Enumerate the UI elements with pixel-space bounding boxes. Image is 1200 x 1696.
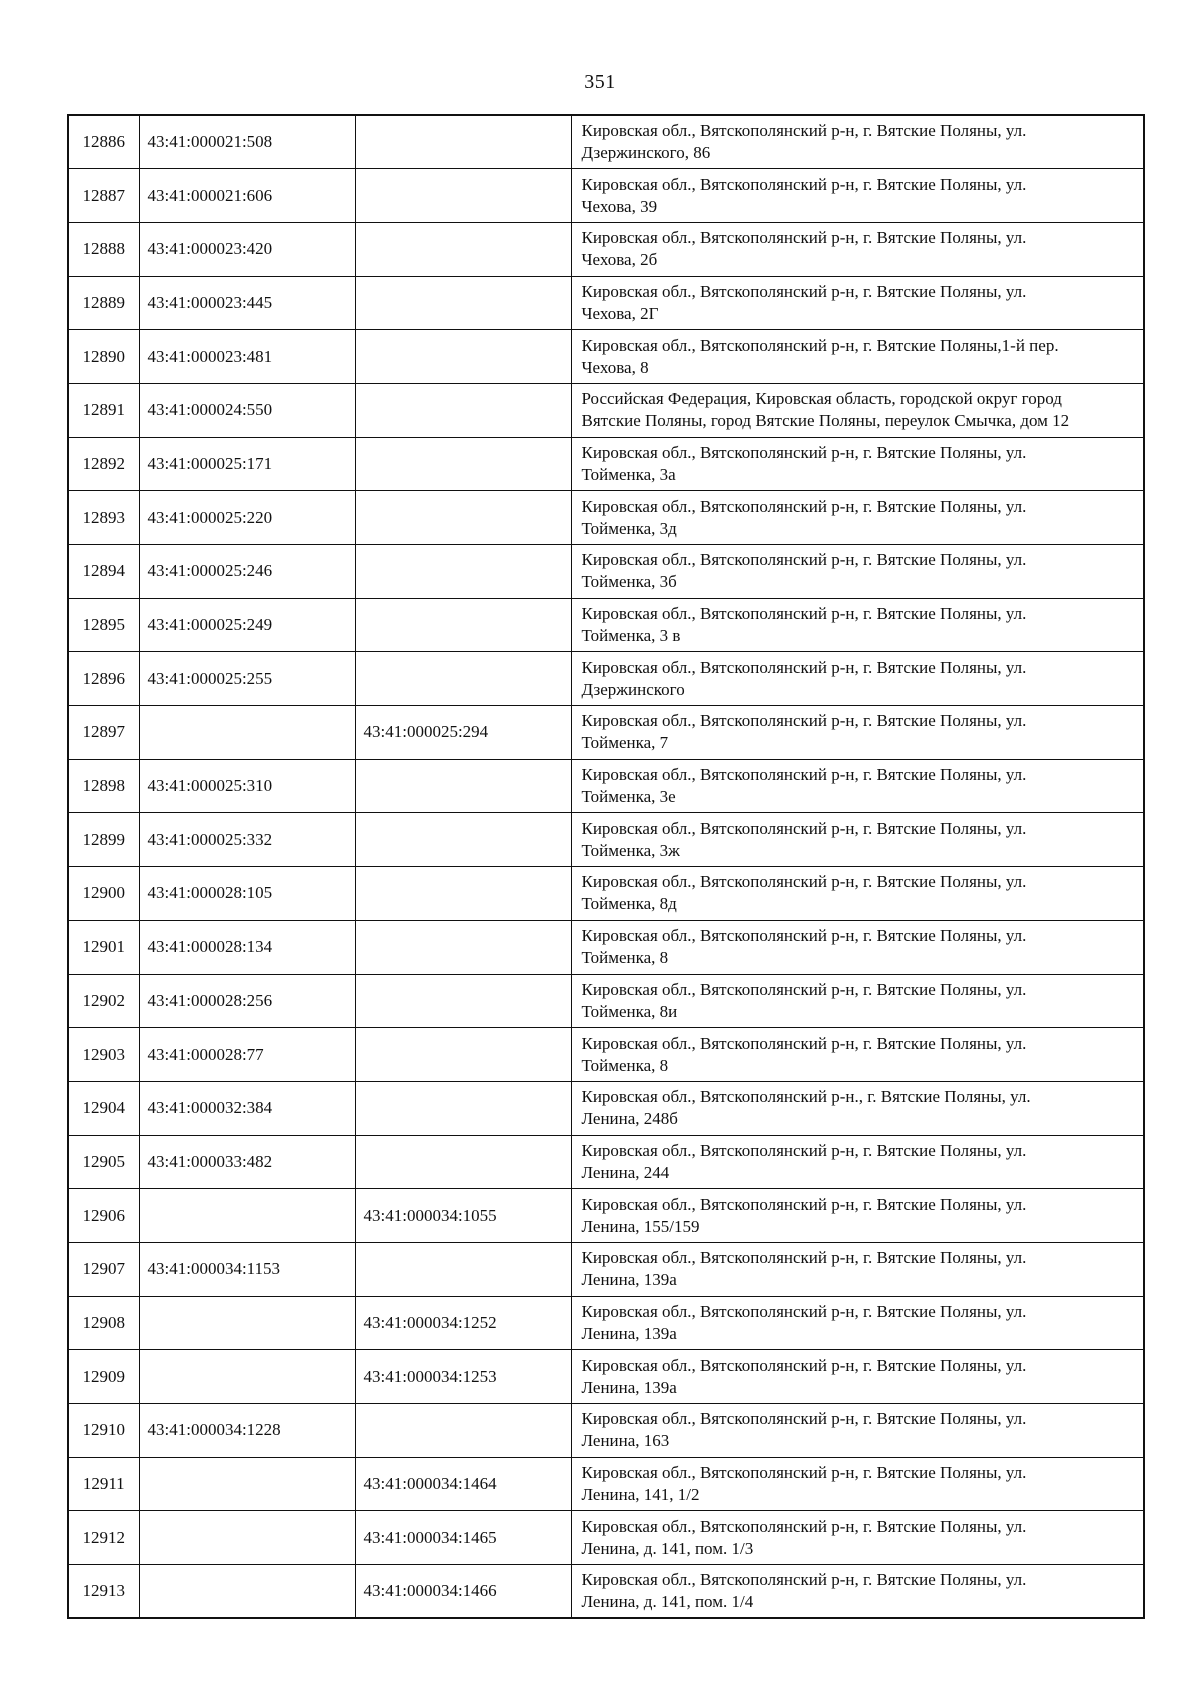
cadastral-number-cell <box>139 1296 355 1350</box>
row-number-cell: 12904 <box>68 1081 139 1135</box>
cadastral-number-cell <box>139 1189 355 1243</box>
address-cell: Кировская обл., Вятскополянский р-н, г. Вятские Поляны, ул. Тойменка, 8 <box>571 1028 1144 1082</box>
row-number-cell: 12888 <box>68 222 139 276</box>
cadastral-number-alt-cell: 43:41:000034:1055 <box>355 1189 571 1243</box>
address-cell: Кировская обл., Вятскополянский р-н, г. Вятские Поляны, ул. Чехова, 39 <box>571 169 1144 223</box>
row-number-cell: 12903 <box>68 1028 139 1082</box>
cadastral-number-cell <box>139 1350 355 1404</box>
cadastral-number-alt-cell: 43:41:000034:1464 <box>355 1457 571 1511</box>
row-number-cell: 12898 <box>68 759 139 813</box>
cadastral-number-cell: 43:41:000034:1228 <box>139 1404 355 1458</box>
cadastral-number-cell: 43:41:000025:255 <box>139 652 355 706</box>
page-number: 351 <box>584 71 616 93</box>
address-cell: Кировская обл., Вятскополянский р-н, г. Вятские Поляны, ул. Ленина, 139а <box>571 1242 1144 1296</box>
cadastral-number-cell: 43:41:000025:220 <box>139 491 355 545</box>
cadastral-number-alt-cell <box>355 276 571 330</box>
cadastral-number-alt-cell <box>355 920 571 974</box>
address-cell: Кировская обл., Вятскополянский р-н, г. Вятские Поляны, ул. Тойменка, 8 <box>571 920 1144 974</box>
table-row <box>68 1081 1144 1135</box>
table-row <box>68 276 1144 330</box>
registry-table-body <box>68 115 1144 1618</box>
row-number-cell: 12897 <box>68 706 139 760</box>
table-row <box>68 1135 1144 1189</box>
cadastral-number-alt-cell <box>355 115 571 169</box>
cadastral-number-cell: 43:41:000025:249 <box>139 598 355 652</box>
address-cell: Кировская обл., Вятскополянский р-н, г. Вятские Поляны, ул. Тойменка, 3ж <box>571 813 1144 867</box>
cadastral-number-alt-cell <box>355 383 571 437</box>
cadastral-number-alt-cell <box>355 1028 571 1082</box>
address-cell: Кировская обл., Вятскополянский р-н, г. Вятские Поляны, ул. Чехова, 2Г <box>571 276 1144 330</box>
address-cell: Кировская обл., Вятскополянский р-н, г. Вятские Поляны, ул. Тойменка, 8и <box>571 974 1144 1028</box>
cadastral-number-cell: 43:41:000025:310 <box>139 759 355 813</box>
cadastral-number-cell: 43:41:000028:77 <box>139 1028 355 1082</box>
row-number-cell: 12886 <box>68 115 139 169</box>
table-row <box>68 974 1144 1028</box>
table-row <box>68 1296 1144 1350</box>
cadastral-number-cell: 43:41:000033:482 <box>139 1135 355 1189</box>
cadastral-number-cell <box>139 1565 355 1619</box>
cadastral-number-alt-cell <box>355 598 571 652</box>
cadastral-number-alt-cell <box>355 813 571 867</box>
cadastral-number-alt-cell <box>355 867 571 921</box>
address-cell: Кировская обл., Вятскополянский р-н, г. Вятские Поляны, ул. Тойменка, 7 <box>571 706 1144 760</box>
cadastral-number-alt-cell <box>355 1081 571 1135</box>
row-number-cell: 12893 <box>68 491 139 545</box>
address-cell: Кировская обл., Вятскополянский р-н, г. Вятские Поляны, ул. Ленина, д. 141, пом. 1/3 <box>571 1511 1144 1565</box>
address-cell: Кировская обл., Вятскополянский р-н, г. Вятские Поляны, ул. Тойменка, 3б <box>571 545 1144 599</box>
row-number-cell: 12901 <box>68 920 139 974</box>
cadastral-number-alt-cell <box>355 491 571 545</box>
address-cell: Кировская обл., Вятскополянский р-н, г. Вятские Поляны, ул. Ленина, 139а <box>571 1350 1144 1404</box>
address-cell: Кировская обл., Вятскополянский р-н, г. Вятские Поляны, ул. Ленина, 163 <box>571 1404 1144 1458</box>
row-number-cell: 12895 <box>68 598 139 652</box>
row-number-cell: 12902 <box>68 974 139 1028</box>
table-row <box>68 330 1144 384</box>
cadastral-number-alt-cell <box>355 1404 571 1458</box>
cadastral-number-alt-cell: 43:41:000034:1253 <box>355 1350 571 1404</box>
row-number-cell: 12907 <box>68 1242 139 1296</box>
row-number-cell: 12910 <box>68 1404 139 1458</box>
row-number-cell: 12911 <box>68 1457 139 1511</box>
row-number-cell: 12892 <box>68 437 139 491</box>
cadastral-number-cell: 43:41:000032:384 <box>139 1081 355 1135</box>
table-row <box>68 867 1144 921</box>
address-cell: Кировская обл., Вятскополянский р-н, г. Вятские Поляны,1-й пер. Чехова, 8 <box>571 330 1144 384</box>
table-row <box>68 437 1144 491</box>
address-cell: Кировская обл., Вятскополянский р-н, г. Вятские Поляны, ул. Ленина, 155/159 <box>571 1189 1144 1243</box>
cadastral-number-alt-cell <box>355 1135 571 1189</box>
address-cell: Кировская обл., Вятскополянский р-н, г. Вятские Поляны, ул. Дзержинского, 86 <box>571 115 1144 169</box>
address-cell: Кировская обл., Вятскополянский р-н, г. Вятские Поляны, ул. Ленина, 141, 1/2 <box>571 1457 1144 1511</box>
table-row <box>68 222 1144 276</box>
address-cell: Кировская обл., Вятскополянский р-н, г. Вятские Поляны, ул. Тойменка, 8д <box>571 867 1144 921</box>
address-cell: Кировская обл., Вятскополянский р-н, г. Вятские Поляны, ул. Ленина, 244 <box>571 1135 1144 1189</box>
cadastral-number-cell: 43:41:000025:246 <box>139 545 355 599</box>
table-row <box>68 169 1144 223</box>
table-row <box>68 598 1144 652</box>
row-number-cell: 12909 <box>68 1350 139 1404</box>
cadastral-number-cell: 43:41:000023:420 <box>139 222 355 276</box>
row-number-cell: 12887 <box>68 169 139 223</box>
table-row <box>68 1028 1144 1082</box>
address-cell: Кировская обл., Вятскополянский р-н, г. Вятские Поляны, ул. Тойменка, 3а <box>571 437 1144 491</box>
table-row <box>68 1189 1144 1243</box>
row-number-cell: 12889 <box>68 276 139 330</box>
table-row <box>68 706 1144 760</box>
cadastral-number-alt-cell <box>355 974 571 1028</box>
row-number-cell: 12913 <box>68 1565 139 1619</box>
cadastral-number-alt-cell: 43:41:000025:294 <box>355 706 571 760</box>
table-row <box>68 1242 1144 1296</box>
cadastral-number-alt-cell: 43:41:000034:1252 <box>355 1296 571 1350</box>
row-number-cell: 12891 <box>68 383 139 437</box>
row-number-cell: 12900 <box>68 867 139 921</box>
table-row <box>68 383 1144 437</box>
cadastral-number-cell: 43:41:000028:105 <box>139 867 355 921</box>
table-row <box>68 1404 1144 1458</box>
cadastral-number-alt-cell <box>355 330 571 384</box>
address-cell: Кировская обл., Вятскополянский р-н, г. Вятские Поляны, ул. Чехова, 2б <box>571 222 1144 276</box>
table-row <box>68 652 1144 706</box>
cadastral-number-alt-cell <box>355 222 571 276</box>
cadastral-number-cell: 43:41:000021:606 <box>139 169 355 223</box>
address-cell: Российская Федерация, Кировская область, городской округ город Вятские Поляны, город Вятские Поляны, переулок Смычка, дом 12 <box>571 383 1144 437</box>
cadastral-number-alt-cell <box>355 169 571 223</box>
table-row <box>68 1511 1144 1565</box>
table-row <box>68 813 1144 867</box>
cadastral-number-cell: 43:41:000025:332 <box>139 813 355 867</box>
table-row <box>68 759 1144 813</box>
address-cell: Кировская обл., Вятскополянский р-н, г. Вятские Поляны, ул. Ленина, 139а <box>571 1296 1144 1350</box>
cadastral-number-cell: 43:41:000023:481 <box>139 330 355 384</box>
cadastral-number-alt-cell <box>355 652 571 706</box>
row-number-cell: 12912 <box>68 1511 139 1565</box>
cadastral-number-cell: 43:41:000024:550 <box>139 383 355 437</box>
cadastral-number-alt-cell <box>355 545 571 599</box>
address-cell: Кировская обл., Вятскополянский р-н, г. Вятские Поляны, ул. Дзержинского <box>571 652 1144 706</box>
cadastral-number-cell: 43:41:000034:1153 <box>139 1242 355 1296</box>
cadastral-number-alt-cell: 43:41:000034:1466 <box>355 1565 571 1619</box>
row-number-cell: 12905 <box>68 1135 139 1189</box>
cadastral-number-alt-cell <box>355 1242 571 1296</box>
table-row <box>68 545 1144 599</box>
row-number-cell: 12908 <box>68 1296 139 1350</box>
cadastral-number-cell: 43:41:000021:508 <box>139 115 355 169</box>
table-row <box>68 1457 1144 1511</box>
cadastral-number-cell <box>139 706 355 760</box>
table-row <box>68 1350 1144 1404</box>
address-cell: Кировская обл., Вятскополянский р-н, г. Вятские Поляны, ул. Тойменка, 3д <box>571 491 1144 545</box>
cadastral-number-alt-cell: 43:41:000034:1465 <box>355 1511 571 1565</box>
address-cell: Кировская обл., Вятскополянский р-н, г. Вятские Поляны, ул. Ленина, д. 141, пом. 1/4 <box>571 1565 1144 1619</box>
row-number-cell: 12890 <box>68 330 139 384</box>
table-row <box>68 1565 1144 1619</box>
registry-table <box>67 114 1145 1619</box>
cadastral-number-cell: 43:41:000028:134 <box>139 920 355 974</box>
cadastral-number-cell: 43:41:000025:171 <box>139 437 355 491</box>
address-cell: Кировская обл., Вятскополянский р-н, г. Вятские Поляны, ул. Тойменка, 3е <box>571 759 1144 813</box>
row-number-cell: 12899 <box>68 813 139 867</box>
cadastral-number-alt-cell <box>355 759 571 813</box>
cadastral-number-cell: 43:41:000023:445 <box>139 276 355 330</box>
address-cell: Кировская обл., Вятскополянский р-н, г. Вятские Поляны, ул. Тойменка, 3 в <box>571 598 1144 652</box>
cadastral-number-cell: 43:41:000028:256 <box>139 974 355 1028</box>
table-row <box>68 920 1144 974</box>
table-row <box>68 115 1144 169</box>
address-cell: Кировская обл., Вятскополянский р-н., г. Вятские Поляны, ул. Ленина, 248б <box>571 1081 1144 1135</box>
table-row <box>68 491 1144 545</box>
row-number-cell: 12906 <box>68 1189 139 1243</box>
row-number-cell: 12896 <box>68 652 139 706</box>
cadastral-number-cell <box>139 1511 355 1565</box>
row-number-cell: 12894 <box>68 545 139 599</box>
cadastral-number-cell <box>139 1457 355 1511</box>
cadastral-number-alt-cell <box>355 437 571 491</box>
